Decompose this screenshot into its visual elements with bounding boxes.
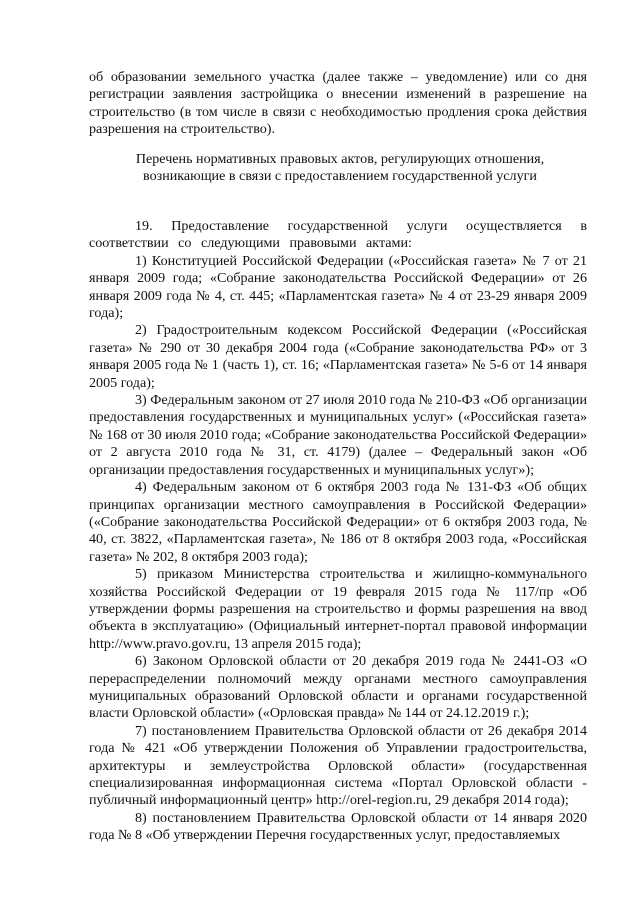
list-item-law-131fz: 4) Федеральным законом от 6 октября 2003 года № 131-ФЗ «Об общих принципах организации местного самоуправления в Российской Федерации» («Собрание законодательства Российской Федерации» от 6 октября 2003 года, № 40, ст. 3822, «Парламентская газета», № 186 от 8 октября 2003 года, «Российская газета» № 202, 8 октября 2003 года); [89, 479, 587, 565]
list-item-law-210fz: 3) Федеральным законом от 27 июля 2010 года № 210-ФЗ «Об организации предоставления государственных и муниципальных услуг» («Российская газета» № 168 от 30 июля 2010 года; «Собрание законодательства Российской Федерации» от 2 августа 2010 года № 31, ст. 4179) (далее – Федеральный закон «Об организации предоставления государственных и муниципальных услуг»); [89, 392, 587, 478]
intro-paragraph: об образовании земельного участка (далее также – уведомление) или со дня регистрации заявления застройщика о внесении изменений в разрешение на строительство (в том числе в связи с необходимостью продления срока действия разрешения на строительство). [89, 69, 587, 138]
list-item-resolution-421: 7) постановлением Правительства Орловской области от 26 декабря 2014 года № 421 «Об утверждении Положения об Управлении градостроительства, архитектуры и землеустройства Орловской области» (государственная специализированная информационная система «Портал Орловской области - публичный информационный центр» http://orel-region.ru, 29 декабря 2014 года); [89, 722, 587, 809]
list-item-resolution-8: 8) постановлением Правительства Орловской области от 14 января 2020 года № 8 «Об утверждении Перечня государственных услуг, предоставляемых [89, 809, 587, 844]
list-item-ministry-order: 5) приказом Министерства строительства и жилищно-коммунального хозяйства Российской Федерации от 19 февраля 2015 года № 117/пр «Об утверждении формы разрешения на строительство и формы разрешения на ввод объекта в эксплуатацию» (Официальный интернет-портал правовой информации http://www.pravo.gov.ru, 13 апреля 2015 года); [89, 566, 587, 652]
list-item-oryol-law: 6) Законом Орловской области от 20 декабря 2019 года № 2441-ОЗ «О перераспределении полномочий между органами местного самоуправления муниципальных образований Орловской области и органами государственной власти Орловской области» («Орловская правда» № 144 от 24.12.2019 г.); [89, 653, 587, 722]
list-item-urban-code: 2) Градостроительным кодексом Российской Федерации («Российская газета» № 290 от 30 декабря 2004 года («Собрание законодательства РФ» от 3 января 2005 года № 1 (часть 1), ст. 16; «Парламентская газета» № 5-6 от 14 января 2005 года); [89, 322, 587, 391]
regulations-list [89, 218, 587, 845]
paragraph-19: 19. Предоставление государственной услуги осуществляется в соответствии со следующими правовыми актами: [89, 218, 587, 252]
intro-block [89, 69, 587, 139]
section-heading: Перечень нормативных правовых актов, регулирующих отношения, возникающие в связи с предоставлением государственной услуги [135, 151, 545, 185]
list-item-constitution: 1) Конституцией Российской Федерации («Российская газета» № 7 от 21 января 2009 года; «Собрание законодательства Российской Федерации» от 26 января 2009 года № 4, ст. 445; «Парламентская газета» № 4 от 23-29 января 2009 года); [89, 252, 587, 322]
